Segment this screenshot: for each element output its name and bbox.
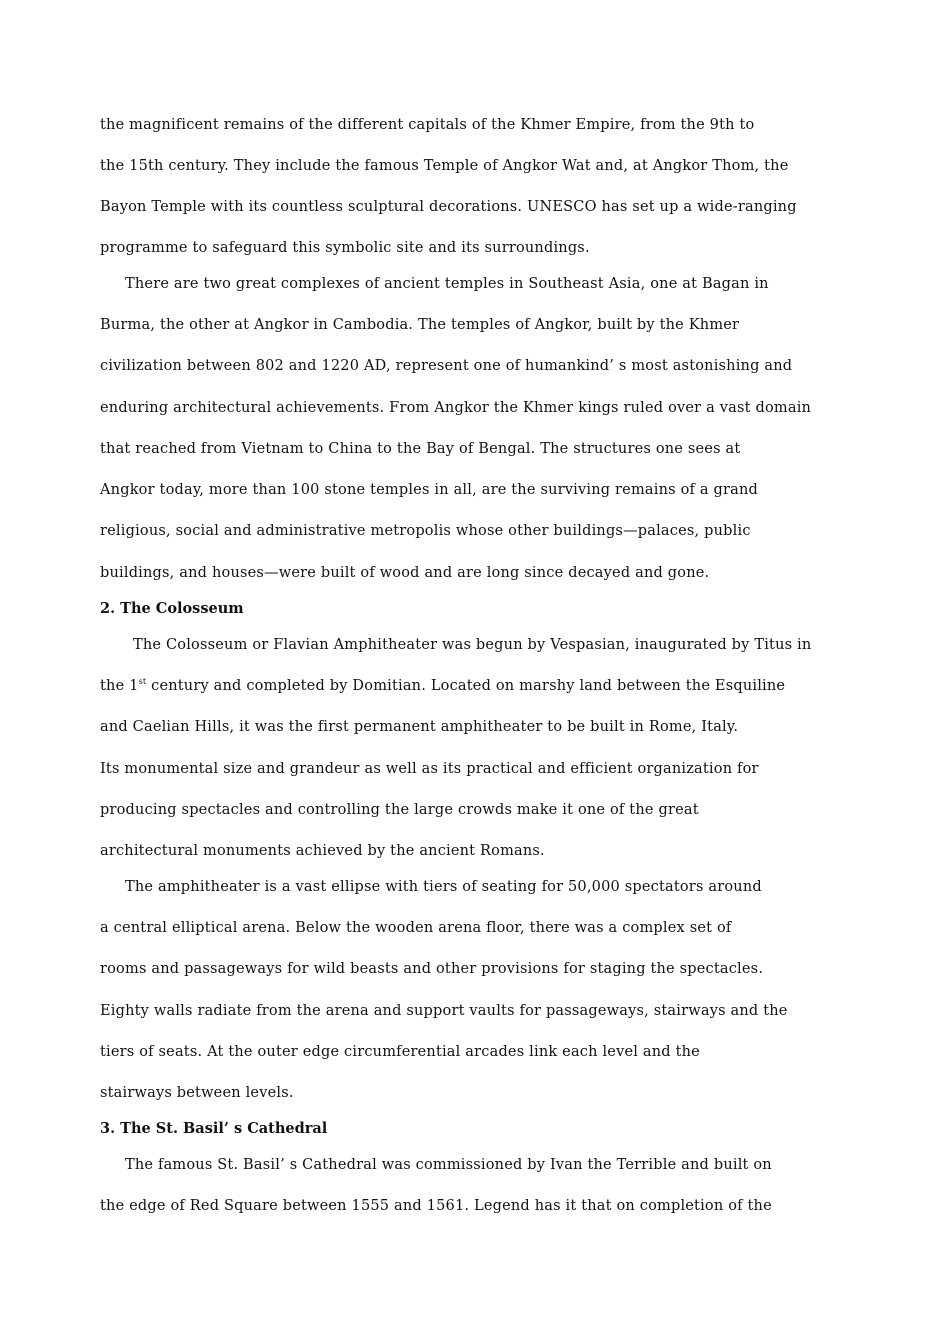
paragraph-line: stairways between levels. <box>100 1085 294 1101</box>
paragraph-line: religious, social and administrative metropolis whose other buildings—palaces, public <box>100 523 751 539</box>
paragraph-line: enduring architectural achievements. From Angkor the Khmer kings ruled over a vast domain <box>100 400 812 416</box>
paragraph-line: the edge of Red Square between 1555 and 1561. Legend has it that on completion of the <box>100 1198 772 1214</box>
paragraph-line: Bayon Temple with its countless sculptural decorations. UNESCO has set up a wide-ranging <box>100 199 797 215</box>
paragraph-line: Its monumental size and grandeur as well as its practical and efficient organization for <box>100 761 759 777</box>
paragraph-line: architectural monuments achieved by the ancient Romans. <box>100 843 545 859</box>
paragraph-line: producing spectacles and controlling the large crowds make it one of the great <box>100 802 699 818</box>
paragraph-line: The famous St. Basil’ s Cathedral was commissioned by Ivan the Terrible and built on <box>125 1157 772 1173</box>
paragraph-line: that reached from Vietnam to China to the Bay of Bengal. The structures one sees at <box>100 441 741 457</box>
superscript: st <box>138 677 147 686</box>
text-run: the 1 <box>100 678 139 694</box>
paragraph-line: Angkor today, more than 100 stone temples in all, are the surviving remains of a grand <box>100 482 759 498</box>
paragraph-line: programme to safeguard this symbolic site and its surroundings. <box>100 240 590 256</box>
paragraph-line: the magnificent remains of the different capitals of the Khmer Empire, from the 9th to <box>100 117 755 133</box>
paragraph-line: Burma, the other at Angkor in Cambodia. The temples of Angkor, built by the Khmer <box>100 317 740 333</box>
paragraph-line: The Colosseum or Flavian Amphitheater was begun by Vespasian, inaugurated by Titus in <box>133 637 812 653</box>
paragraph-line: and Caelian Hills, it was the first permanent amphitheater to be built in Rome, Italy. <box>100 719 739 735</box>
paragraph-line: buildings, and houses—were built of wood and are long since decayed and gone. <box>100 565 710 581</box>
paragraph-line: Eighty walls radiate from the arena and support vaults for passageways, stairways and the <box>100 1003 788 1019</box>
paragraph-line: civilization between 802 and 1220 AD, represent one of humankind’ s most astonishing and <box>100 358 793 374</box>
paragraph-line: the 15th century. They include the famous Temple of Angkor Wat and, at Angkor Thom, the <box>100 158 789 174</box>
text-run: century and completed by Domitian. Located on marshy land between the Esquiline <box>146 678 786 694</box>
paragraph-line: tiers of seats. At the outer edge circumferential arcades link each level and the <box>100 1044 700 1060</box>
section-heading: 3. The St. Basil’ s Cathedral <box>100 1120 328 1137</box>
paragraph-line: The amphitheater is a vast ellipse with tiers of seating for 50,000 spectators around <box>125 879 762 895</box>
paragraph-line: There are two great complexes of ancient temples in Southeast Asia, one at Bagan in <box>125 276 769 292</box>
paragraph-line: a central elliptical arena. Below the wooden arena floor, there was a complex set of <box>100 920 732 936</box>
paragraph-line <box>100 676 785 696</box>
section-heading: 2. The Colosseum <box>100 600 244 617</box>
paragraph-line: rooms and passageways for wild beasts and other provisions for staging the spectacles. <box>100 961 764 977</box>
